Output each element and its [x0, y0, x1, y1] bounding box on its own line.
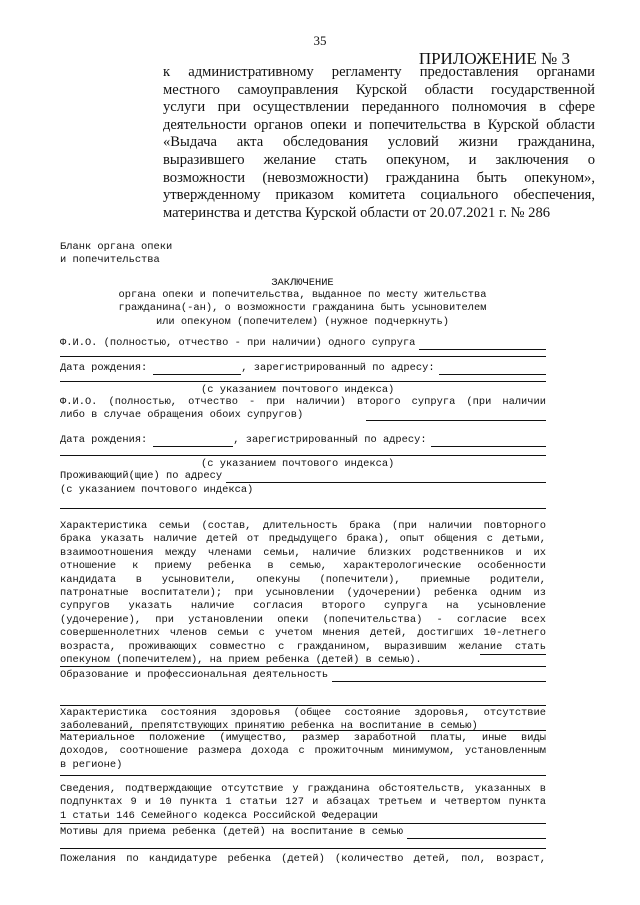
education-field[interactable]	[332, 671, 546, 682]
conclusion-subtitle-line: или опекуном (попечителем) (нужное подчеркнуть)	[155, 315, 450, 328]
wishes-line: Пожелания по кандидатуре ребенка (детей) (количество детей, пол, возраст,	[60, 853, 546, 865]
residing-row	[60, 470, 546, 483]
appendix-line: возможности (невозможности) гражданина быть опекуном»,	[163, 169, 595, 186]
family-line: супругов указать наличие согласия второго супруга на усыновление	[60, 600, 546, 613]
appendix-header-text	[163, 64, 595, 222]
health-line: Характеристика состояния здоровья (общее состояние здоровья, отсутствие	[60, 707, 546, 719]
material-line: доходов, соотношение размера дохода с прожиточным минимумом, установленным	[60, 745, 546, 758]
blank-org-line: и попечительства	[60, 254, 160, 267]
material-field[interactable]	[60, 775, 546, 776]
fio-one-spouse-field[interactable]	[419, 339, 546, 350]
appendix-title: ПРИЛОЖЕНИЕ № 3	[418, 49, 570, 68]
family-line: отношение к приему ребенка в семью, характерологические особенности	[60, 560, 546, 573]
birth-date-label-2: Дата рождения:	[60, 434, 148, 446]
registered-address-label: , зарегистрированный по адресу:	[241, 362, 435, 374]
residing-extra-line[interactable]	[60, 508, 546, 509]
material-line: в регионе)	[60, 758, 123, 771]
family-characteristics-text	[60, 520, 546, 667]
family-characteristics-field[interactable]	[480, 654, 546, 655]
material-line: Материальное положение (имущество, размер заработной платы, иные виды	[60, 732, 546, 744]
registered-address-field-2[interactable]	[431, 436, 546, 447]
health-field[interactable]	[60, 730, 546, 731]
appendix-line: деятельности органов опеки и попечительства в Курской области	[163, 116, 595, 133]
appendix-line: «Выдача акта обследования условий жизни гражданина,	[163, 134, 595, 151]
conclusion-subtitle-line: гражданина(-ан), о возможности гражданина быть усыновителем	[118, 302, 487, 315]
family-line: брака указать наличие детей от предыдущего брака), опыт общения с детьми,	[60, 533, 546, 546]
birth-date-field[interactable]	[153, 364, 241, 375]
motives-field[interactable]	[407, 828, 546, 839]
family-line: взаимоотношения между членами семьи, наличие близких родственников и их	[60, 546, 546, 559]
residing-index-hint: (с указанием почтового индекса)	[60, 484, 254, 496]
conclusion-subtitle-line: органа опеки и попечительства, выданное по месту жительства	[118, 289, 487, 301]
registered-address-field[interactable]	[439, 364, 546, 375]
motives-row	[60, 826, 546, 839]
education-label: Образование и профессиональная деятельность	[60, 669, 329, 681]
conclusion-subtitle	[60, 289, 545, 329]
circumstances-line: 1 статьи 146 Семейного кодекса Российской Федерации	[60, 809, 379, 822]
fio-second-spouse-line: либо в случае обращения обоих супругов)	[60, 409, 304, 422]
fio-second-spouse-text	[60, 396, 546, 423]
family-line: Характеристика семьи (состав, длительность брака (при наличии повторного	[60, 520, 546, 532]
family-line: опекуном (попечителем), на прием ребенка (детей) в семью).	[60, 654, 422, 667]
fio-one-spouse-row	[60, 337, 546, 350]
family-line: патронатные воспитатели); при усыновлении (удочерении) ребенка одним из	[60, 587, 546, 600]
residing-address-field[interactable]	[226, 472, 546, 483]
circumstances-line: подпунктах 9 и 10 пункта 1 статьи 127 и абзацах третьем и четвертом пункта	[60, 796, 546, 809]
appendix-line: утвержденному приказом комитета социального обеспечения,	[163, 187, 595, 204]
postal-index-hint: (с указанием почтового индекса)	[201, 384, 395, 396]
wishes-text	[60, 853, 546, 866]
address-line-2[interactable]	[60, 455, 546, 456]
family-line: возраста, проживающих совместно с гражданином, выразившим желание стать	[60, 640, 546, 653]
birth-registered-row	[60, 362, 546, 375]
motives-extra-line[interactable]	[60, 848, 546, 849]
appendix-line: услуги при осуществлении переданного полномочия в сфере	[163, 99, 595, 116]
birth-date-label: Дата рождения:	[60, 362, 148, 374]
circumstances-line: Сведения, подтверждающие отсутствие у гражданина обстоятельств, указанных в	[60, 783, 546, 795]
material-text	[60, 732, 546, 772]
fio-one-spouse-label: Ф.И.О. (полностью, отчество - при наличии) одного супруга	[60, 337, 416, 349]
conclusion-title: ЗАКЛЮЧЕНИЕ	[271, 277, 334, 289]
blank-org-line: Бланк органа опеки	[60, 241, 173, 253]
appendix-line: материнства и детства Курской области от 20.07.2021 г. № 286	[163, 204, 551, 221]
residing-row-2	[60, 484, 546, 497]
motives-label: Мотивы для приема ребенка (детей) на воспитание в семью	[60, 826, 403, 838]
family-line: совершеннолетних членов семьи с учетом мнения детей, достигших 10-летнего	[60, 627, 546, 640]
circumstances-field[interactable]	[60, 823, 546, 824]
appendix-line: выразившего желание стать опекуном, и заключения о	[163, 151, 595, 168]
appendix-line: к административному регламенту предоставления органами	[163, 64, 595, 80]
birth-registered-row-2	[60, 434, 546, 447]
residing-label: Проживающий(щие) по адресу	[60, 470, 223, 482]
blank-org-label	[60, 241, 240, 268]
page-number: 35	[313, 33, 327, 48]
family-line: (удочерение), при установлении опеки (попечительства) - согласие всех	[60, 613, 546, 626]
fio-one-spouse-line-2[interactable]	[60, 356, 546, 357]
family-line: кандидата в усыновители, опекуны (попечители), приемные родители,	[60, 573, 546, 586]
address-line[interactable]	[60, 381, 546, 382]
family-extra-line[interactable]	[60, 666, 546, 667]
fio-second-spouse-line: Ф.И.О. (полностью, отчество - при наличии) второго супруга (при наличии	[60, 396, 546, 408]
education-row	[60, 669, 546, 682]
postal-index-hint-2: (с указанием почтового индекса)	[201, 458, 395, 470]
registered-address-label-2: , зарегистрированный по адресу:	[233, 434, 427, 446]
health-line: заболеваний, препятствующих принятию ребенка на воспитание в семью)	[60, 720, 478, 733]
circumstances-text	[60, 783, 546, 823]
fio-second-spouse-field[interactable]	[366, 420, 546, 421]
appendix-line: местного самоуправления Курской области государственной	[163, 81, 595, 98]
education-extra-line[interactable]	[60, 705, 546, 706]
birth-date-field-2[interactable]	[153, 436, 233, 447]
